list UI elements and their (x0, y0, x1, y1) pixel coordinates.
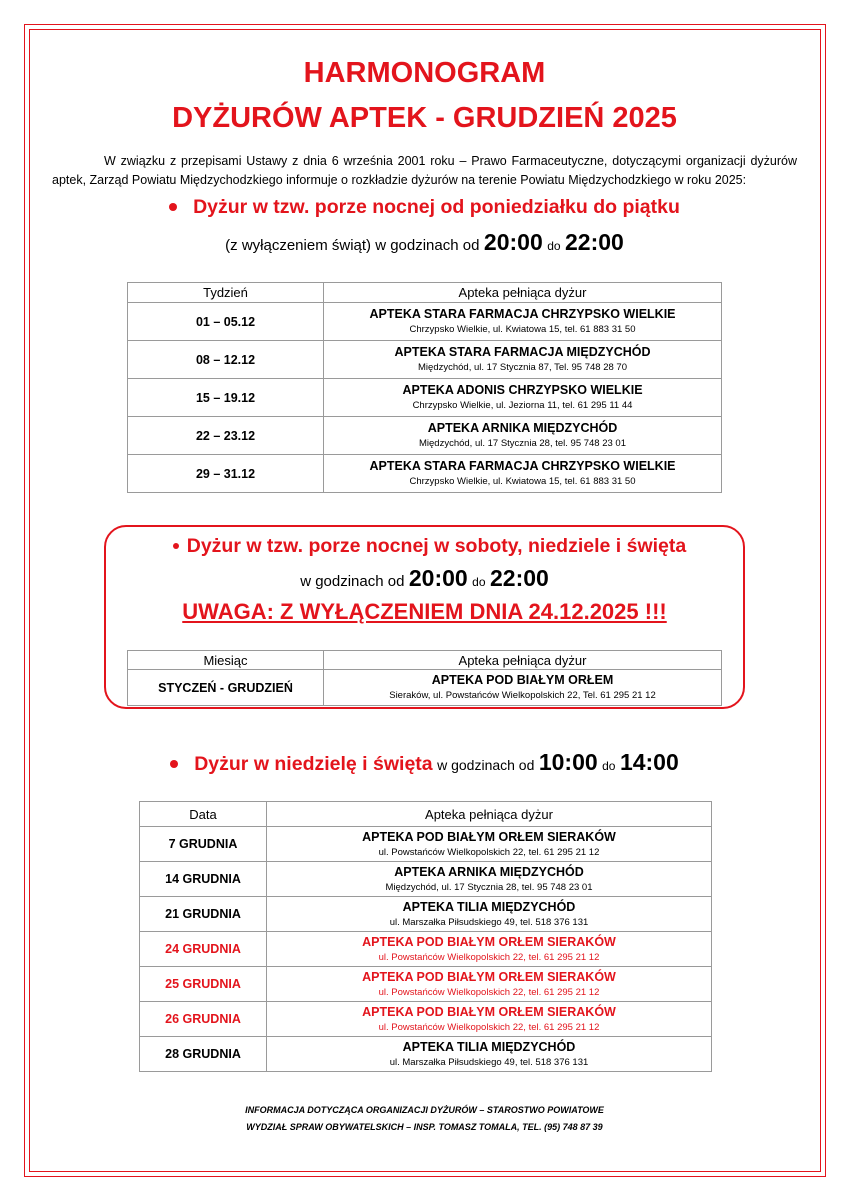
pharmacy-address: Chrzypsko Wielkie, ul. Kwiatowa 15, tel. 61 883 31 50 (409, 324, 636, 335)
date-cell: 21 GRUDNIA (140, 897, 267, 932)
sunday-holiday-table (139, 801, 712, 1072)
month-cell: STYCZEŃ - GRUDZIEŃ (128, 670, 324, 706)
table-row (128, 303, 722, 341)
table-row (128, 417, 722, 455)
title-line-2: DYŻURÓW APTEK - GRUDZIEŃ 2025 (172, 102, 677, 134)
footer-line-1: INFORMACJA DOTYCZĄCA ORGANIZACJI DYŻURÓW – STAROSTWO POWIATOWE (245, 1105, 604, 1115)
bullet-icon (169, 203, 177, 211)
bullet-icon (173, 543, 179, 549)
week-cell: 08 – 12.12 (128, 341, 324, 379)
pharmacy-name: APTEKA POD BIAŁYM ORŁEM (431, 673, 614, 687)
weekend-night-table (127, 650, 722, 706)
section2-hours-line (0, 563, 849, 597)
pharmacy-name: APTEKA STARA FARMACJA CHRZYPSKO WIELKIE (369, 307, 676, 321)
table-row (128, 341, 722, 379)
section2-heading-line (5, 532, 849, 562)
column-header: Apteka pełniąca dyżur (324, 283, 722, 303)
table-row (140, 862, 712, 897)
pharmacy-address: ul. Powstańców Wielkopolskich 22, tel. 61 295 21 12 (378, 1021, 600, 1033)
table-row (128, 670, 722, 706)
pharmacy-name: APTEKA POD BIAŁYM ORŁEM SIERAKÓW (362, 934, 616, 949)
pharmacy-name: APTEKA ARNIKA MIĘDZYCHÓD (394, 864, 584, 879)
table-row (140, 827, 712, 862)
section2-heading: Dyżur w tzw. porze nocnej w soboty, niedziele i święta (186, 535, 687, 557)
bullet-icon (170, 760, 178, 768)
table-row-highlighted (140, 932, 712, 967)
table-row (140, 897, 712, 932)
section3-do: do (602, 759, 616, 773)
section1-do: do (547, 239, 561, 253)
table-row (128, 379, 722, 417)
week-cell: 15 – 19.12 (128, 379, 324, 417)
pharmacy-name: APTEKA POD BIAŁYM ORŁEM SIERAKÓW (362, 969, 616, 984)
pharmacy-address: ul. Powstańców Wielkopolskich 22, tel. 61 295 21 12 (378, 951, 600, 963)
section3-heading-line (0, 746, 849, 782)
section2-do: do (472, 575, 486, 589)
section3-time-to: 14:00 (619, 749, 679, 775)
week-cell: 22 – 23.12 (128, 417, 324, 455)
table-header-row (128, 651, 722, 670)
pharmacy-address: Chrzypsko Wielkie, ul. Kwiatowa 15, tel. 61 883 31 50 (409, 476, 636, 487)
column-header: Data (140, 802, 267, 827)
pharmacy-address: ul. Powstańców Wielkopolskich 22, tel. 61 295 21 12 (378, 986, 600, 998)
date-cell: 25 GRUDNIA (140, 967, 267, 1002)
date-cell: 26 GRUDNIA (140, 1002, 267, 1037)
date-cell: 24 GRUDNIA (140, 932, 267, 967)
pharmacy-name: APTEKA POD BIAŁYM ORŁEM SIERAKÓW (362, 829, 616, 844)
pharmacy-name: APTEKA TILIA MIĘDZYCHÓD (402, 899, 576, 914)
week-cell: 29 – 31.12 (128, 455, 324, 493)
section1-time-to: 22:00 (565, 229, 624, 255)
section3-time-from: 10:00 (538, 749, 598, 775)
intro-paragraph: W związku z przepisami Ustawy z dnia 6 września 2001 roku – Prawo Farmaceutyczne, dotyczącymi organizacji dyżurów aptek, Zarząd Powiatu Międzychodzkiego informuje o rozkładzie dyżurów na terenie Powiatu Międzychodzkiego w roku 2025: (52, 154, 797, 187)
week-cell: 01 – 05.12 (128, 303, 324, 341)
section1-heading: Dyżur w tzw. porze nocnej od poniedziałku do piątku (193, 196, 680, 218)
section1-heading-line (0, 193, 849, 223)
pharmacy-address: ul. Powstańców Wielkopolskich 22, tel. 61 295 21 12 (378, 846, 600, 858)
pharmacy-name: APTEKA POD BIAŁYM ORŁEM SIERAKÓW (362, 1004, 616, 1019)
column-header: Apteka pełniąca dyżur (267, 802, 712, 827)
section1-hours-line (0, 226, 849, 262)
pharmacy-name: APTEKA ADONIS CHRZYPSKO WIELKIE (402, 383, 643, 397)
title-line-1: HARMONOGRAM (303, 57, 546, 89)
section1-time-from: 20:00 (483, 229, 543, 255)
section1-hours-prefix: (z wyłączeniem świąt) w godzinach od (225, 237, 480, 254)
section2-warning-line (0, 596, 849, 631)
date-cell: 28 GRUDNIA (140, 1037, 267, 1072)
section2-hours-prefix: w godzinach od (300, 573, 405, 590)
pharmacy-name: APTEKA ARNIKA MIĘDZYCHÓD (427, 421, 618, 435)
date-cell: 7 GRUDNIA (140, 827, 267, 862)
table-row-highlighted (140, 1002, 712, 1037)
column-header: Miesiąc (128, 651, 324, 670)
pharmacy-address: Sieraków, ul. Powstańców Wielkopolskich 22, Tel. 61 295 21 12 (389, 690, 656, 701)
section2-time-to: 22:00 (489, 565, 549, 591)
section2-warning: UWAGA: Z WYŁĄCZENIEM DNIA 24.12.2025 !!! (182, 599, 667, 624)
column-header: Tydzień (128, 283, 324, 303)
column-header: Apteka pełniąca dyżur (324, 651, 722, 670)
pharmacy-name: APTEKA STARA FARMACJA MIĘDZYCHÓD (394, 345, 651, 359)
footer-line-2: WYDZIAŁ SPRAW OBYWATELSKICH – INSP. TOMASZ TOMALA, TEL. (95) 748 87 39 (246, 1122, 603, 1132)
pharmacy-address: Międzychód, ul. 17 Stycznia 28, tel. 95 748 23 01 (385, 881, 593, 893)
table-header-row (140, 802, 712, 827)
pharmacy-address: Międzychód, ul. 17 Stycznia 87, Tel. 95 748 28 70 (418, 362, 627, 373)
pharmacy-address: ul. Marszałka Piłsudskiego 49, tel. 518 376 131 (389, 1056, 589, 1068)
section2-time-from: 20:00 (408, 565, 468, 591)
table-row (128, 455, 722, 493)
table-row (140, 1037, 712, 1072)
date-cell: 14 GRUDNIA (140, 862, 267, 897)
pharmacy-name: APTEKA STARA FARMACJA CHRZYPSKO WIELKIE (369, 459, 676, 473)
pharmacy-address: ul. Marszałka Piłsudskiego 49, tel. 518 376 131 (389, 916, 589, 928)
section3-hours-prefix: w godzinach od (437, 757, 535, 773)
pharmacy-address: Międzychód, ul. 17 Stycznia 28, tel. 95 748 23 01 (418, 438, 627, 449)
table-row-highlighted (140, 967, 712, 1002)
pharmacy-address: Chrzypsko Wielkie, ul. Jeziorna 11, tel. 61 295 11 44 (412, 400, 633, 411)
weekday-night-table (127, 282, 722, 493)
table-header-row (128, 283, 722, 303)
section3-heading: Dyżur w niedzielę i święta (194, 753, 433, 775)
pharmacy-name: APTEKA TILIA MIĘDZYCHÓD (402, 1039, 576, 1054)
